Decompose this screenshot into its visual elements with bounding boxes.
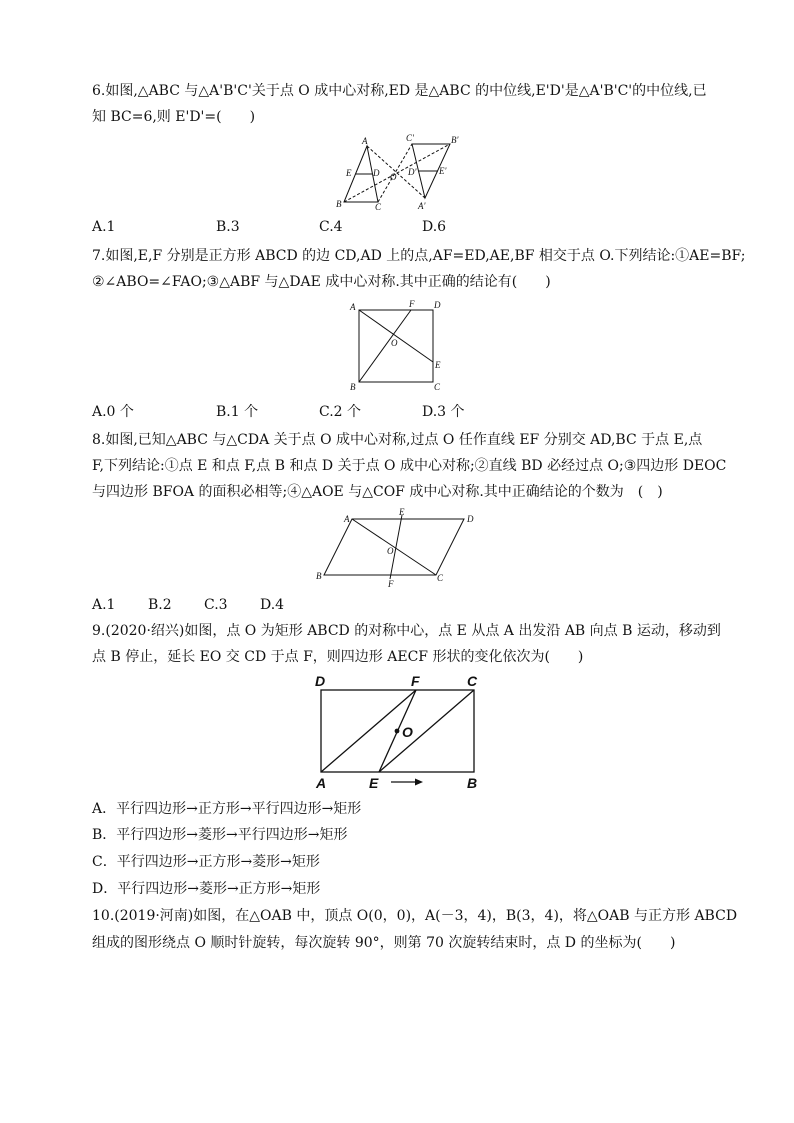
- q8-text-line3: 与四边形 BFOA 的面积必相等;④△AOE 与△COF 成中心对称.其中正确结论的个数为 ( ): [92, 484, 663, 500]
- q8-text-line1: 8.如图,已知△ABC 与△CDA 关于点 O 成中心对称,过点 O 任作直线 EF 分别交 AD,BC 于点 E,点: [92, 432, 703, 448]
- q8-label-o: O: [387, 546, 394, 556]
- q6-label-c: C: [375, 202, 382, 210]
- q9-label-o: O: [402, 724, 413, 740]
- q10-text-line1: 10.(2019·河南)如图，在△OAB 中，顶点 O(0，0)，A(－3，4)，B(3，4)，将△OAB 与正方形 ABCD: [92, 908, 738, 924]
- q7-label-o: O: [391, 338, 398, 348]
- q9-label-e: E: [369, 775, 379, 791]
- q9-label-a: A: [316, 775, 327, 791]
- q6-option-b[interactable]: B.3: [216, 219, 240, 235]
- q8-figure: [310, 505, 485, 590]
- q6-option-c[interactable]: C.4: [319, 219, 343, 235]
- center-point-o: [395, 729, 400, 734]
- q7-figure: [345, 298, 450, 392]
- q8-label-a: A: [344, 514, 350, 524]
- q6-label-d1: D': [408, 167, 417, 177]
- q6-text-line1: 6.如图,△ABC 与△A'B'C'关于点 O 成中心对称,ED 是△ABC 的中位线,E'D'是△A'B'C'的中位线,已: [92, 83, 707, 99]
- q7-label-e: E: [435, 360, 441, 370]
- q9-text-line2: 点 B 停止，延长 EO 交 CD 于点 F，则四边形 AECF 形状的变化依次为( ): [92, 649, 584, 665]
- q9-label-b: B: [467, 775, 478, 791]
- q8-option-b[interactable]: B.2: [148, 597, 172, 613]
- q6-label-b1: B': [451, 135, 459, 145]
- arrow-right-icon: [415, 779, 423, 786]
- q8-label-e: E: [399, 507, 405, 517]
- q6-label-b: B: [336, 199, 342, 209]
- q6-label-c1: C': [406, 133, 414, 143]
- q6-option-a[interactable]: A.1: [92, 219, 116, 235]
- q7-label-f: F: [409, 299, 415, 309]
- q6-label-d: D: [373, 168, 380, 178]
- q8-label-d: D: [467, 514, 474, 524]
- q9-option-b[interactable]: B．平行四边形→菱形→平行四边形→矩形: [92, 827, 348, 843]
- q7-label-c: C: [434, 382, 441, 392]
- q6-label-e: E: [346, 168, 352, 178]
- q6-label-e1: E': [439, 166, 447, 176]
- q6-option-d[interactable]: D.6: [422, 219, 447, 235]
- q7-label-d: D: [434, 300, 441, 310]
- q8-label-f: F: [388, 579, 394, 589]
- q7-option-c[interactable]: C.2 个: [319, 404, 362, 420]
- q9-label-d: D: [315, 673, 326, 689]
- q7-text-line2: ②∠ABO=∠FAO;③△ABF 与△DAE 成中心对称.其中正确的结论有( ): [92, 274, 551, 290]
- q6-label-a: A: [362, 136, 368, 146]
- q9-text-line1: 9.(2020·绍兴)如图，点 O 为矩形 ABCD 的对称中心，点 E 从点 A 出发沿 AB 向点 B 运动，移动到: [92, 623, 721, 639]
- q9-label-f: F: [411, 673, 420, 689]
- q7-options: [92, 403, 692, 421]
- q7-option-a[interactable]: A.0 个: [92, 404, 134, 420]
- q9-label-c: C: [467, 673, 478, 689]
- q8-option-d[interactable]: D.4: [260, 597, 285, 613]
- q7-label-b: B: [350, 382, 356, 392]
- q8-option-a[interactable]: A.1: [92, 597, 116, 613]
- q7-text-line1: 7.如图,E,F 分别是正方形 ABCD 的边 CD,AD 上的点,AF=ED,AE,BF 相交于点 O.下列结论:①AE=BF;: [92, 248, 746, 264]
- q9-figure: [305, 670, 495, 795]
- q9-option-d[interactable]: D．平行四边形→菱形→正方形→矩形: [92, 881, 321, 897]
- q9-option-c[interactable]: C．平行四边形→正方形→菱形→矩形: [92, 854, 320, 870]
- q6-text-line2: 知 BC=6,则 E'D'=( ): [92, 109, 256, 125]
- q7-option-d[interactable]: D.3 个: [422, 404, 465, 420]
- q6-label-a1: A': [418, 201, 426, 210]
- q8-option-c[interactable]: C.3: [204, 597, 228, 613]
- q10-text-line2: 组成的图形绕点 O 顺时针旋转，每次旋转 90°，则第 70 次旋转结束时，点 D 的坐标为( ): [92, 935, 676, 951]
- q8-options: [92, 596, 692, 614]
- q7-label-a: A: [350, 302, 356, 312]
- q8-text-line2: F,下列结论:①点 E 和点 F,点 B 和点 D 关于点 O 成中心对称;②直线 BD 必经过点 O;③四边形 DEOC: [92, 458, 727, 474]
- q6-figure: [330, 130, 470, 210]
- q8-label-c: C: [437, 573, 444, 583]
- q7-option-b[interactable]: B.1 个: [216, 404, 259, 420]
- q6-label-o: O: [390, 172, 397, 182]
- q9-option-a[interactable]: A．平行四边形→正方形→平行四边形→矩形: [92, 801, 362, 817]
- q8-label-b: B: [316, 571, 322, 581]
- q6-options: [92, 218, 692, 236]
